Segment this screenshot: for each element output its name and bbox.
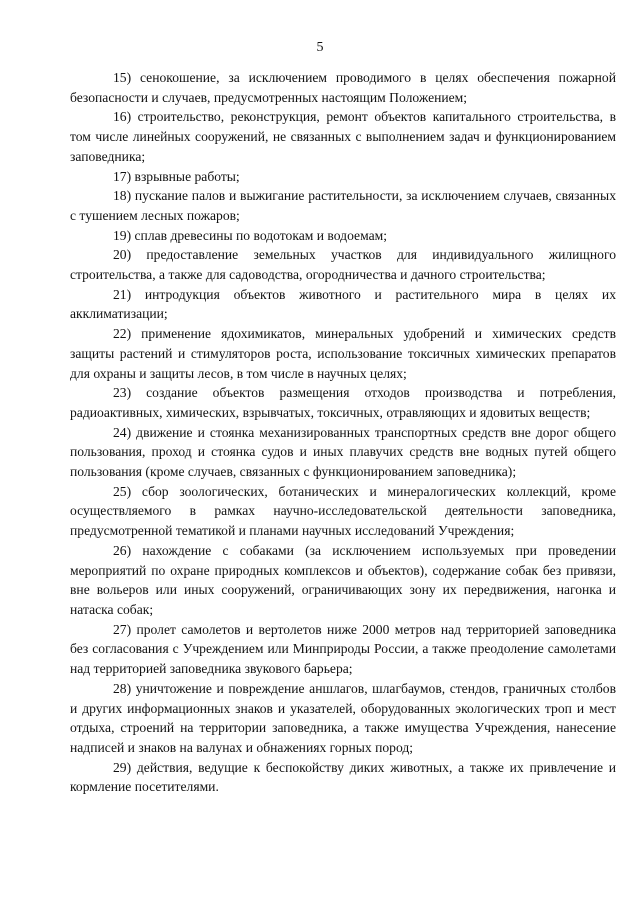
list-item-16: 16) строительство, реконструкция, ремонт объектов капитального строительства, в том числе линейных сооружений, не связанных с выполнением задач и функционированием заповедника; [70,109,616,164]
list-item-26: 26) нахождение с собаками (за исключением используемых при проведении мероприятий по охране природных комплексов и объектов), содержание собак без привязи, вне вольеров или иных сооружений, ограничивающих зону их передвижения, нагонка и натаска собак; [70,542,616,617]
list-item-23: 23) создание объектов размещения отходов производства и потребления, радиоактивных, химических, взрывчатых, токсичных, отравляющих и ядовитых веществ; [70,385,616,420]
list-item-28: 28) уничтожение и повреждение аншлагов, шлагбаумов, стендов, граничных столбов и других информационных знаков и указателей, оборудованных экологических троп и мест отдыха, строений на территории заповедника, а также имущества Учреждения, нанесение надписей и знаков на валунах и обнажениях горных пород; [70,680,616,755]
list-item-21: 21) интродукция объектов животного и растительного мира в целях их акклиматизации; [70,286,616,322]
prohibitions-list [70,68,616,797]
page-number: 5 [316,40,324,55]
list-item-19: 19) сплав древесины по водотокам и водоемам; [113,227,387,243]
list-item-25: 25) сбор зоологических, ботанических и минералогических коллекций, кроме осуществляемого в рамках научно-исследовательской деятельности заповедника, предусмотренной тематикой и планами научных исследований Учреждения; [70,483,616,539]
list-item-17: 17) взрывные работы; [113,168,240,184]
list-item-15: 15) сенокошение, за исключением проводимого в целях обеспечения пожарной безопасности и случаев, предусмотренных настоящим Положением; [70,70,616,105]
list-item-29: 29) действия, ведущие к беспокойству диких животных, а также их привлечение и кормление посетителями. [70,759,616,795]
list-item-27: 27) пролет самолетов и вертолетов ниже 2000 метров над территорией заповедника без согласования с Учреждением или Минприроды России, а также преодоление самолетами над территорией заповедника звукового барьера; [70,621,616,677]
list-item-22: 22) применение ядохимикатов, минеральных удобрений и химических средств защиты растений и стимуляторов роста, использование токсичных химических препаратов для охраны и защиты лесов, в том числе в научных целях; [70,326,616,381]
list-item-20: 20) предоставление земельных участков для индивидуального жилищного строительства, а также для садоводства, огородничества и дачного строительства; [70,247,616,283]
list-item-18: 18) пускание палов и выжигание растительности, за исключением случаев, связанных с тушением лесных пожаров; [70,188,616,223]
list-item-24: 24) движение и стоянка механизированных транспортных средств вне дорог общего пользования, проход и стоянка судов и иных плавучих средств вне водных путей общего пользования (кроме случаев, связанных с функционированием заповедника); [70,424,616,480]
